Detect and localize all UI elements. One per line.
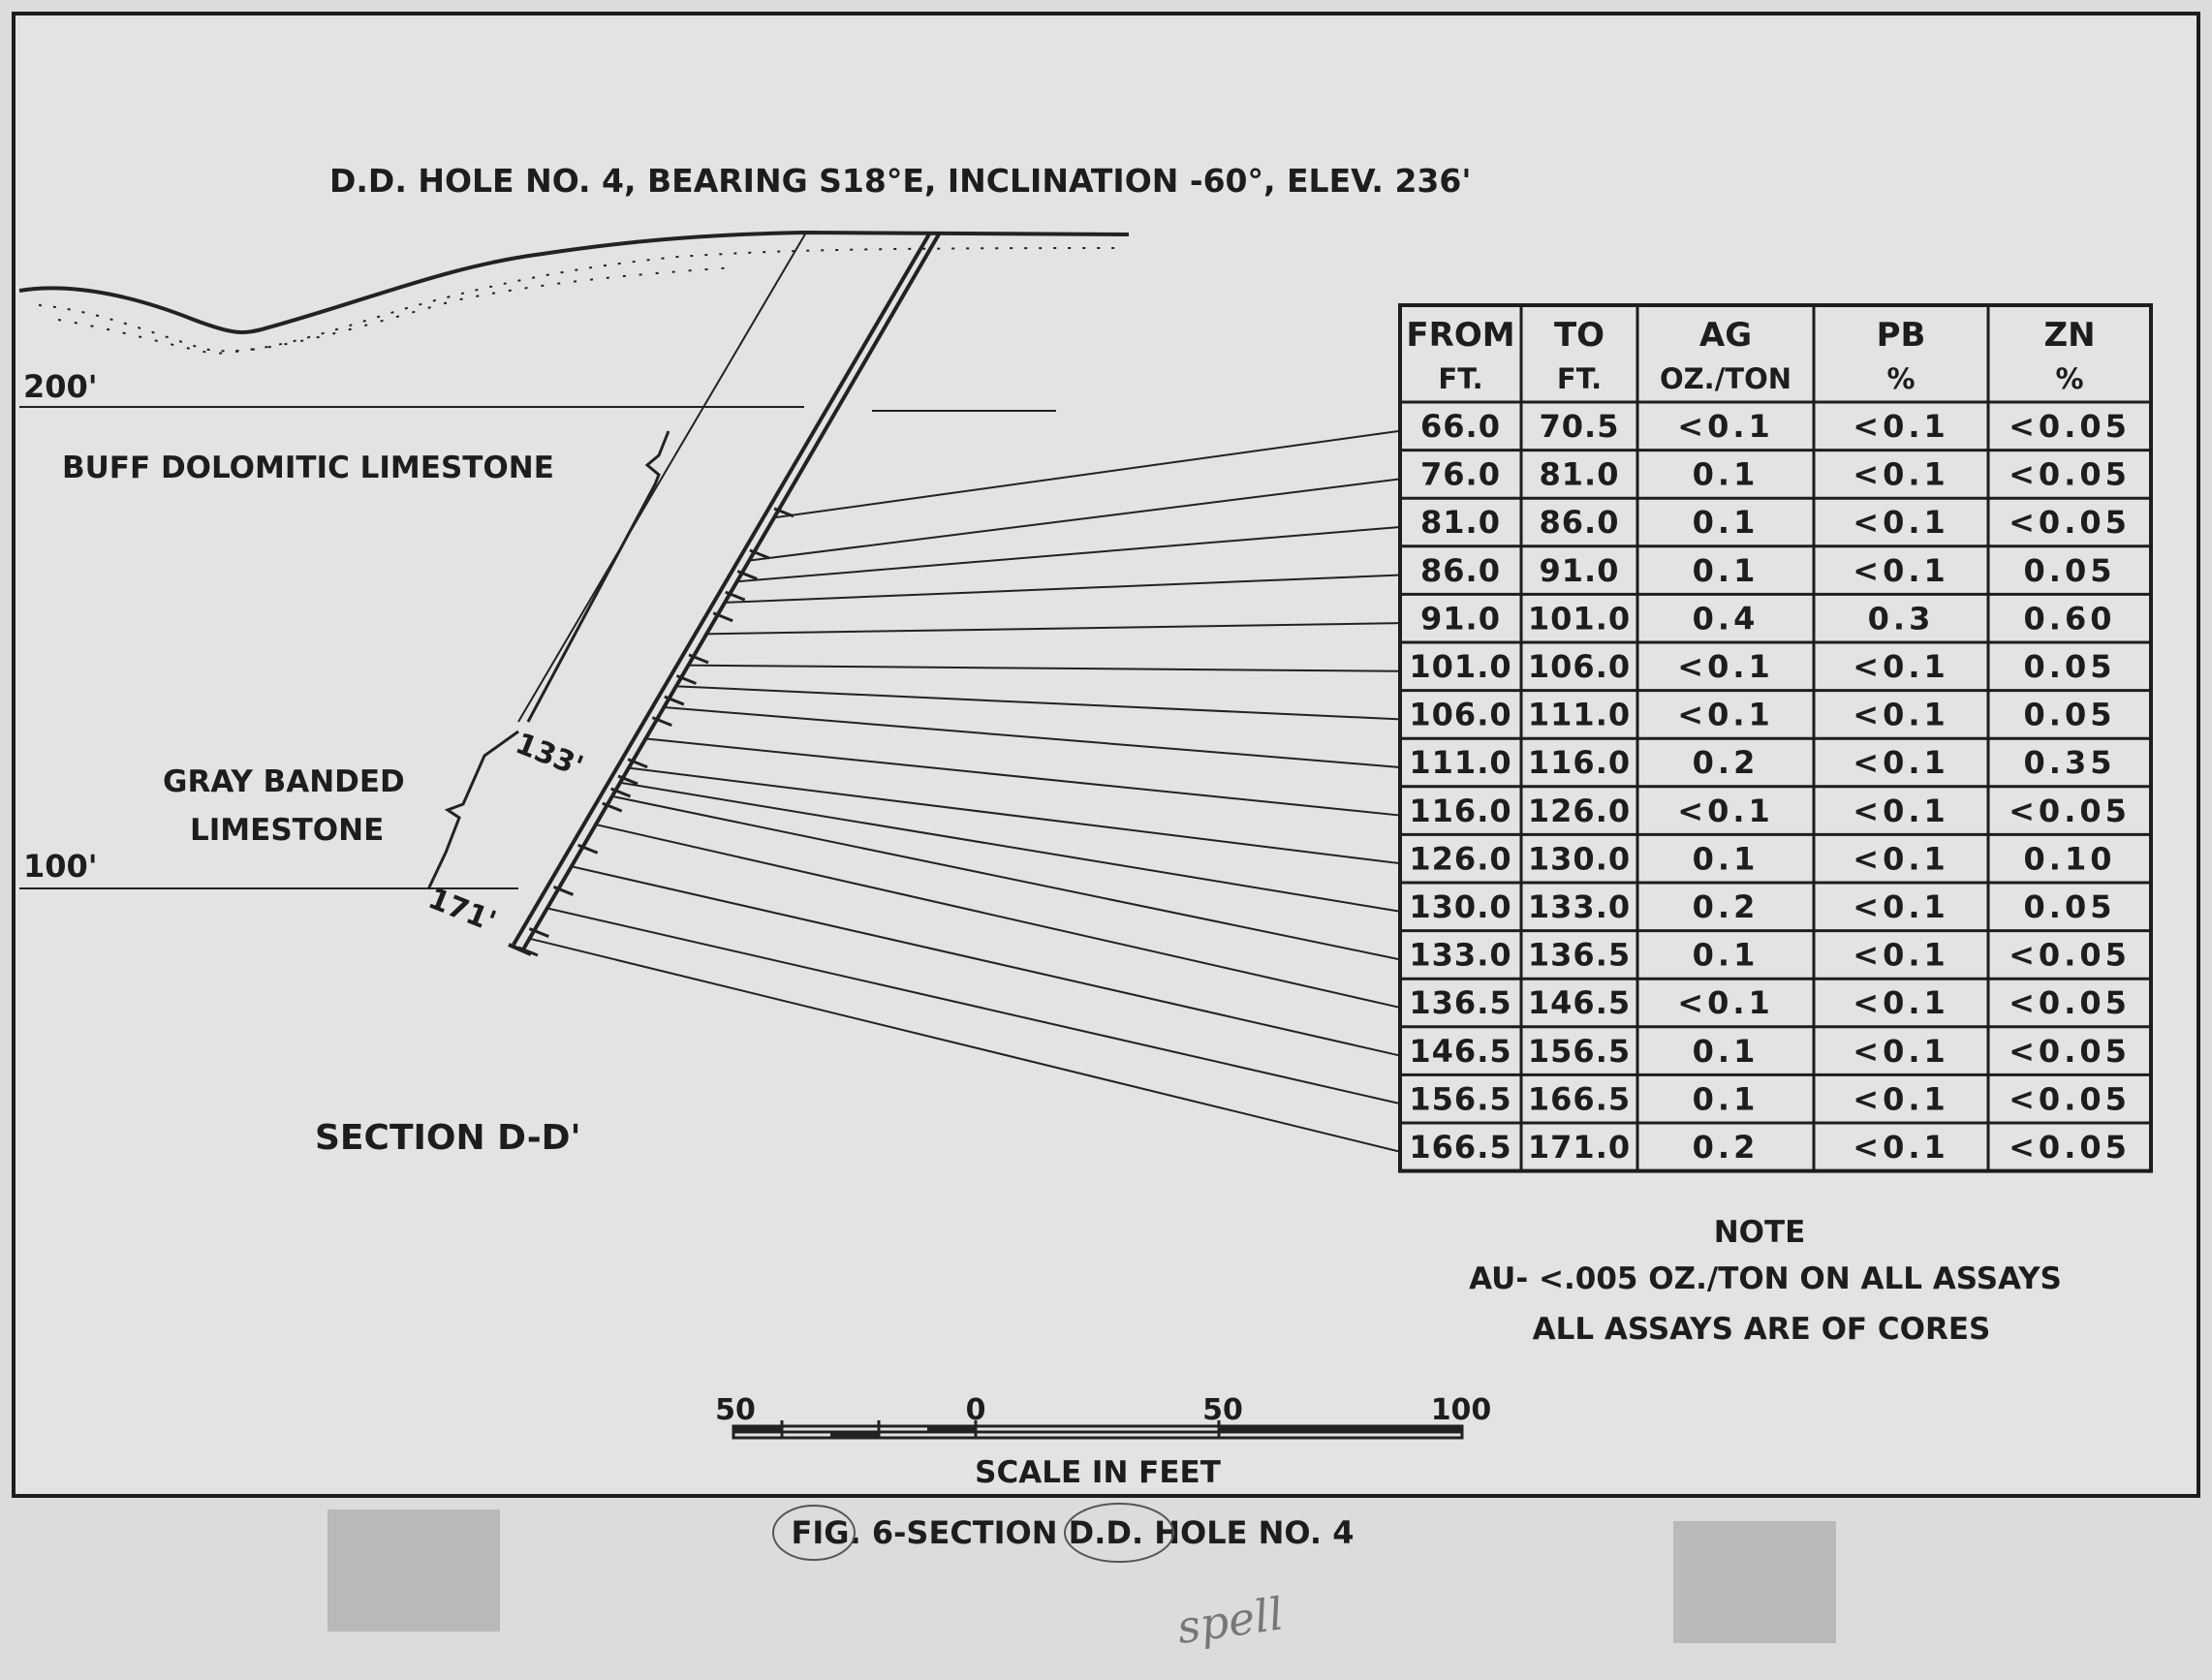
table-cell: 136.5 [1409,984,1512,1022]
table-header-cell: TO [1553,316,1605,355]
table-cell: 116.0 [1409,792,1512,829]
table-cell: <0.1 [1853,1032,1949,1070]
table-cell: 0.1 [1692,504,1760,542]
table-cell: 146.5 [1409,1032,1512,1070]
formation-label-lower-2: LIMESTONE [190,813,385,848]
table-cell: 111.0 [1527,696,1632,733]
table-cell: <0.1 [1853,984,1949,1022]
table-cell: <0.1 [1853,504,1949,542]
table-cell: 0.2 [1692,1129,1760,1166]
table-cell: 126.0 [1527,792,1632,829]
table-cell: 66.0 [1420,408,1501,445]
table-cell: 0.10 [2023,840,2116,878]
depth-label-171: 171' [423,881,501,940]
table-cell: <0.05 [2009,1129,2131,1166]
table-cell: 0.60 [2023,600,2116,638]
scale-tick-hundred: 100 [1430,1393,1492,1427]
section-label: SECTION D-D' [315,1118,581,1158]
figure-caption: FIG. 6-SECTION D.D. HOLE NO. 4 [791,1514,1355,1551]
table-cell: <0.1 [1853,1129,1949,1166]
table-cell: 166.5 [1527,1080,1632,1118]
table-cell: 86.0 [1539,504,1620,542]
table-cell: <0.1 [1853,455,1949,493]
note-heading: NOTE [1713,1215,1806,1250]
table-header-unit: OZ./TON [1660,362,1791,395]
table-cell: <0.1 [1853,888,1949,925]
scale-tick-left: 50 [715,1393,756,1427]
scale-label: SCALE IN FEET [975,1455,1221,1490]
table-cell: 70.5 [1539,408,1620,445]
table-cell: <0.05 [2009,455,2131,493]
table-cell: 91.0 [1420,600,1501,638]
table-cell: <0.1 [1853,936,1949,974]
table-cell: 0.05 [2023,648,2116,685]
table-cell: 0.3 [1867,600,1935,638]
table-cell: <0.05 [2009,936,2131,974]
table-cell: 76.0 [1420,455,1501,493]
table-cell: 81.0 [1539,455,1620,493]
table-header-cell: ZN [2043,316,2096,355]
table-cell: <0.1 [1677,984,1774,1022]
table-cell: 0.05 [2023,696,2116,733]
table-cell: <0.1 [1853,648,1949,685]
elevation-label-100: 100' [23,848,98,885]
table-cell: <0.1 [1853,744,1949,782]
table-cell: 156.5 [1527,1032,1632,1070]
drawing-title: D.D. HOLE NO. 4, BEARING S18°E, INCLINATION -60°, ELEV. 236' [329,162,1472,200]
table-cell: 133.0 [1527,888,1632,925]
table-cell: <0.05 [2009,1080,2131,1118]
tape-patch-right [1673,1521,1836,1643]
table-cell: <0.1 [1853,551,1949,589]
table-cell: 101.0 [1409,648,1512,685]
table-cell: 0.1 [1692,551,1760,589]
table-cell: <0.05 [2009,984,2131,1022]
table-cell: <0.1 [1853,1080,1949,1118]
table-header-cell: FROM [1406,316,1515,355]
table-cell: 171.0 [1527,1129,1632,1166]
table-header-cell: AG [1698,316,1753,355]
table-cell: 166.5 [1409,1129,1512,1166]
table-cell: 126.0 [1409,840,1512,878]
table-cell: 116.0 [1527,744,1632,782]
table-cell: 0.1 [1692,936,1760,974]
table-header-unit: FT. [1556,362,1603,395]
table-cell: <0.05 [2009,1032,2131,1070]
table-header-unit: % [1886,362,1916,395]
depth-label-133: 133' [511,726,588,785]
table-cell: 146.5 [1527,984,1632,1022]
table-cell: <0.05 [2009,504,2131,542]
table-cell: 91.0 [1539,551,1620,589]
scale-tick-fifty: 50 [1202,1393,1243,1427]
formation-label-lower-1: GRAY BANDED [163,764,405,799]
table-cell: <0.1 [1677,408,1774,445]
table-header-unit: FT. [1438,362,1483,395]
table-cell: <0.1 [1677,648,1774,685]
table-cell: 130.0 [1527,840,1632,878]
table-cell: <0.05 [2009,792,2131,829]
table-cell: <0.05 [2009,408,2131,445]
formation-label-upper: BUFF DOLOMITIC LIMESTONE [62,451,554,485]
table-cell: 81.0 [1420,504,1501,542]
table-cell: <0.1 [1853,408,1949,445]
table-cell: <0.1 [1853,792,1949,829]
table-cell: <0.1 [1853,840,1949,878]
tape-patch-left [327,1509,500,1632]
table-cell: 0.1 [1692,1080,1760,1118]
table-cell: 130.0 [1409,888,1512,925]
table-cell: 106.0 [1409,696,1512,733]
table-cell: 86.0 [1420,551,1501,589]
table-cell: 0.05 [2023,551,2116,589]
table-cell: <0.1 [1677,696,1774,733]
handwritten-note: spell [1173,1587,1287,1655]
table-cell: 111.0 [1409,744,1512,782]
scale-tick-zero: 0 [965,1393,986,1427]
table-cell: 0.2 [1692,744,1760,782]
table-cell: <0.1 [1677,792,1774,829]
note-line-2: ALL ASSAYS ARE OF CORES [1532,1312,1991,1347]
table-cell: 0.4 [1692,600,1760,638]
table-cell: 133.0 [1409,936,1512,974]
table-cell: 156.5 [1409,1080,1512,1118]
table-cell: 136.5 [1527,936,1632,974]
table-cell: 0.1 [1692,1032,1760,1070]
note-line-1: AU- <.005 OZ./TON ON ALL ASSAYS [1469,1261,2062,1296]
table-header-cell: PB [1876,316,1926,355]
table-cell: 0.1 [1692,455,1760,493]
table-cell: 106.0 [1527,648,1632,685]
table-cell: 0.05 [2023,888,2116,925]
table-cell: <0.1 [1853,696,1949,733]
table-cell: 0.35 [2023,744,2116,782]
table-cell: 0.2 [1692,888,1760,925]
table-cell: 0.1 [1692,840,1760,878]
table-header-unit: % [2055,362,2084,395]
table-cell: 101.0 [1527,600,1632,638]
elevation-label-200: 200' [23,368,98,405]
